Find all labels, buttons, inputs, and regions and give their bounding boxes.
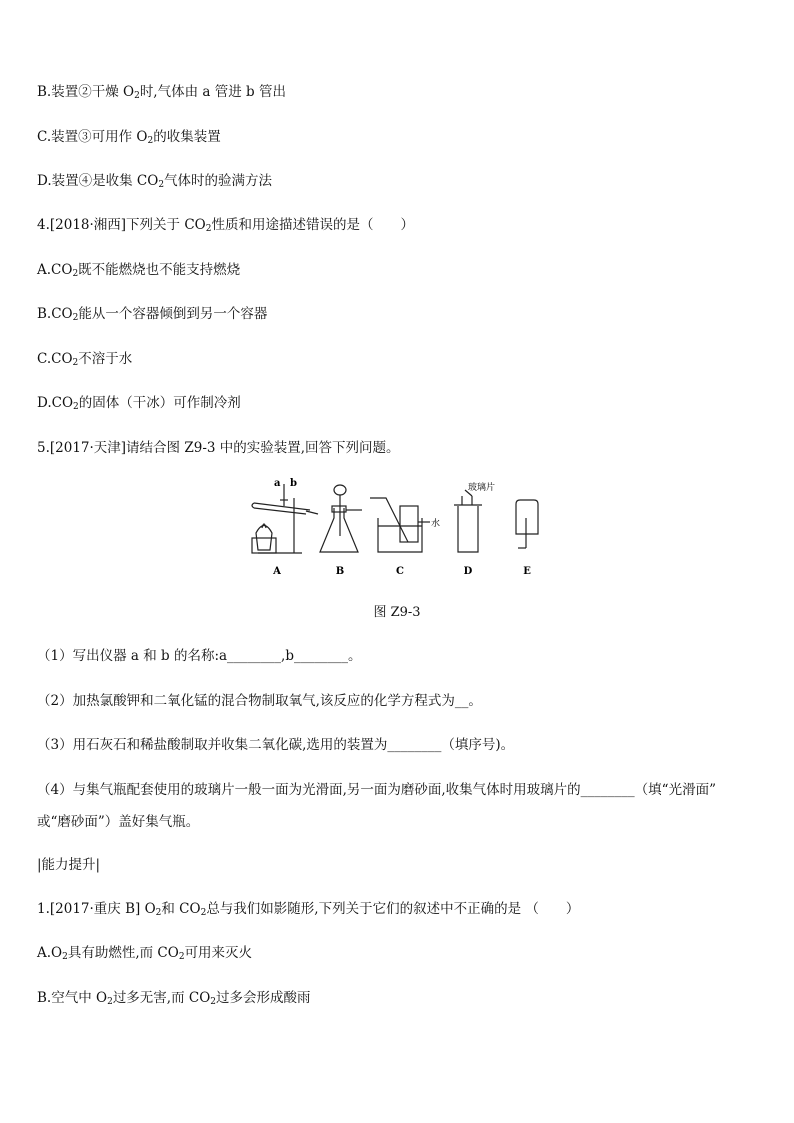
label-d: D	[463, 566, 473, 577]
adv1-option-a: $A.O_2$具有助燃性,而 $CO_2$可用来灭火	[37, 945, 253, 962]
label-b: B	[335, 566, 345, 577]
q5-sub3: （3）用石灰石和稀盐酸制取并收集二氧化碳,选用的装置为________（填序号)。	[37, 737, 515, 753]
q4-option-c: $C.CO_2$不溶于水	[37, 351, 133, 368]
label-a: A	[273, 566, 281, 577]
apparatus-b	[320, 485, 362, 552]
callout-a: a	[274, 478, 281, 489]
section-heading: |能力提升|	[37, 857, 101, 873]
q5-sub4-line1: （4）与集气瓶配套使用的玻璃片一般一面为光滑面,另一面为磨砂面,收集气体时用玻璃片的________（填“光滑面”	[37, 782, 716, 798]
q4-option-a: $A.CO_2$既不能燃烧也不能支持燃烧	[37, 262, 241, 279]
q5-sub1: （1）写出仪器 a 和 b 的名称:a________,b________。	[37, 648, 362, 664]
callout-glass: 玻璃片	[468, 483, 496, 493]
callout-water: 水	[431, 519, 441, 529]
q4-option-d: $D.CO_2$的固体（干冰）可作制冷剂	[37, 395, 241, 412]
q3-option-b: B.装置②干燥 $O_2$时,气体由 a 管进 b 管出	[37, 84, 286, 101]
q3-option-c: C.装置③可用作 $O_2$的收集装置	[37, 129, 221, 146]
q5-stem: 5.[2017·天津]请结合图 Z9-3 中的实验装置,回答下列问题。	[37, 440, 400, 456]
apparatus-figure	[240, 478, 550, 578]
q4-option-b: $B.CO_2$能从一个容器倾倒到另一个容器	[37, 306, 268, 323]
apparatus-a	[252, 484, 318, 553]
apparatus-c	[370, 498, 430, 552]
adv1-option-b: B.空气中 $O_2$过多无害,而 $CO_2$过多会形成酸雨	[37, 990, 311, 1007]
callout-b: b	[290, 478, 297, 489]
q5-sub4-line2: 或“磨砂面”）盖好集气瓶。	[37, 814, 200, 830]
figure-caption: 图 Z9-3	[373, 605, 421, 620]
label-c: C	[396, 566, 404, 577]
apparatus-e	[516, 500, 538, 548]
q5-sub2: （2）加热氯酸钾和二氧化锰的混合物制取氧气,该反应的化学方程式为__。	[37, 693, 482, 709]
q3-option-d: D.装置④是收集 $CO_2$气体时的验满方法	[37, 173, 273, 190]
apparatus-d	[454, 490, 482, 552]
q4-stem: 4.[2018·湘西]下列关于 $CO_2$性质和用途描述错误的是（ ）	[37, 217, 414, 234]
adv1-stem: 1.[2017·重庆 B] $O_2$和 $CO_2$总与我们如影随形,下列关于它们的叙述中不正确的是 （ ）	[37, 901, 580, 918]
label-e: E	[523, 566, 531, 577]
